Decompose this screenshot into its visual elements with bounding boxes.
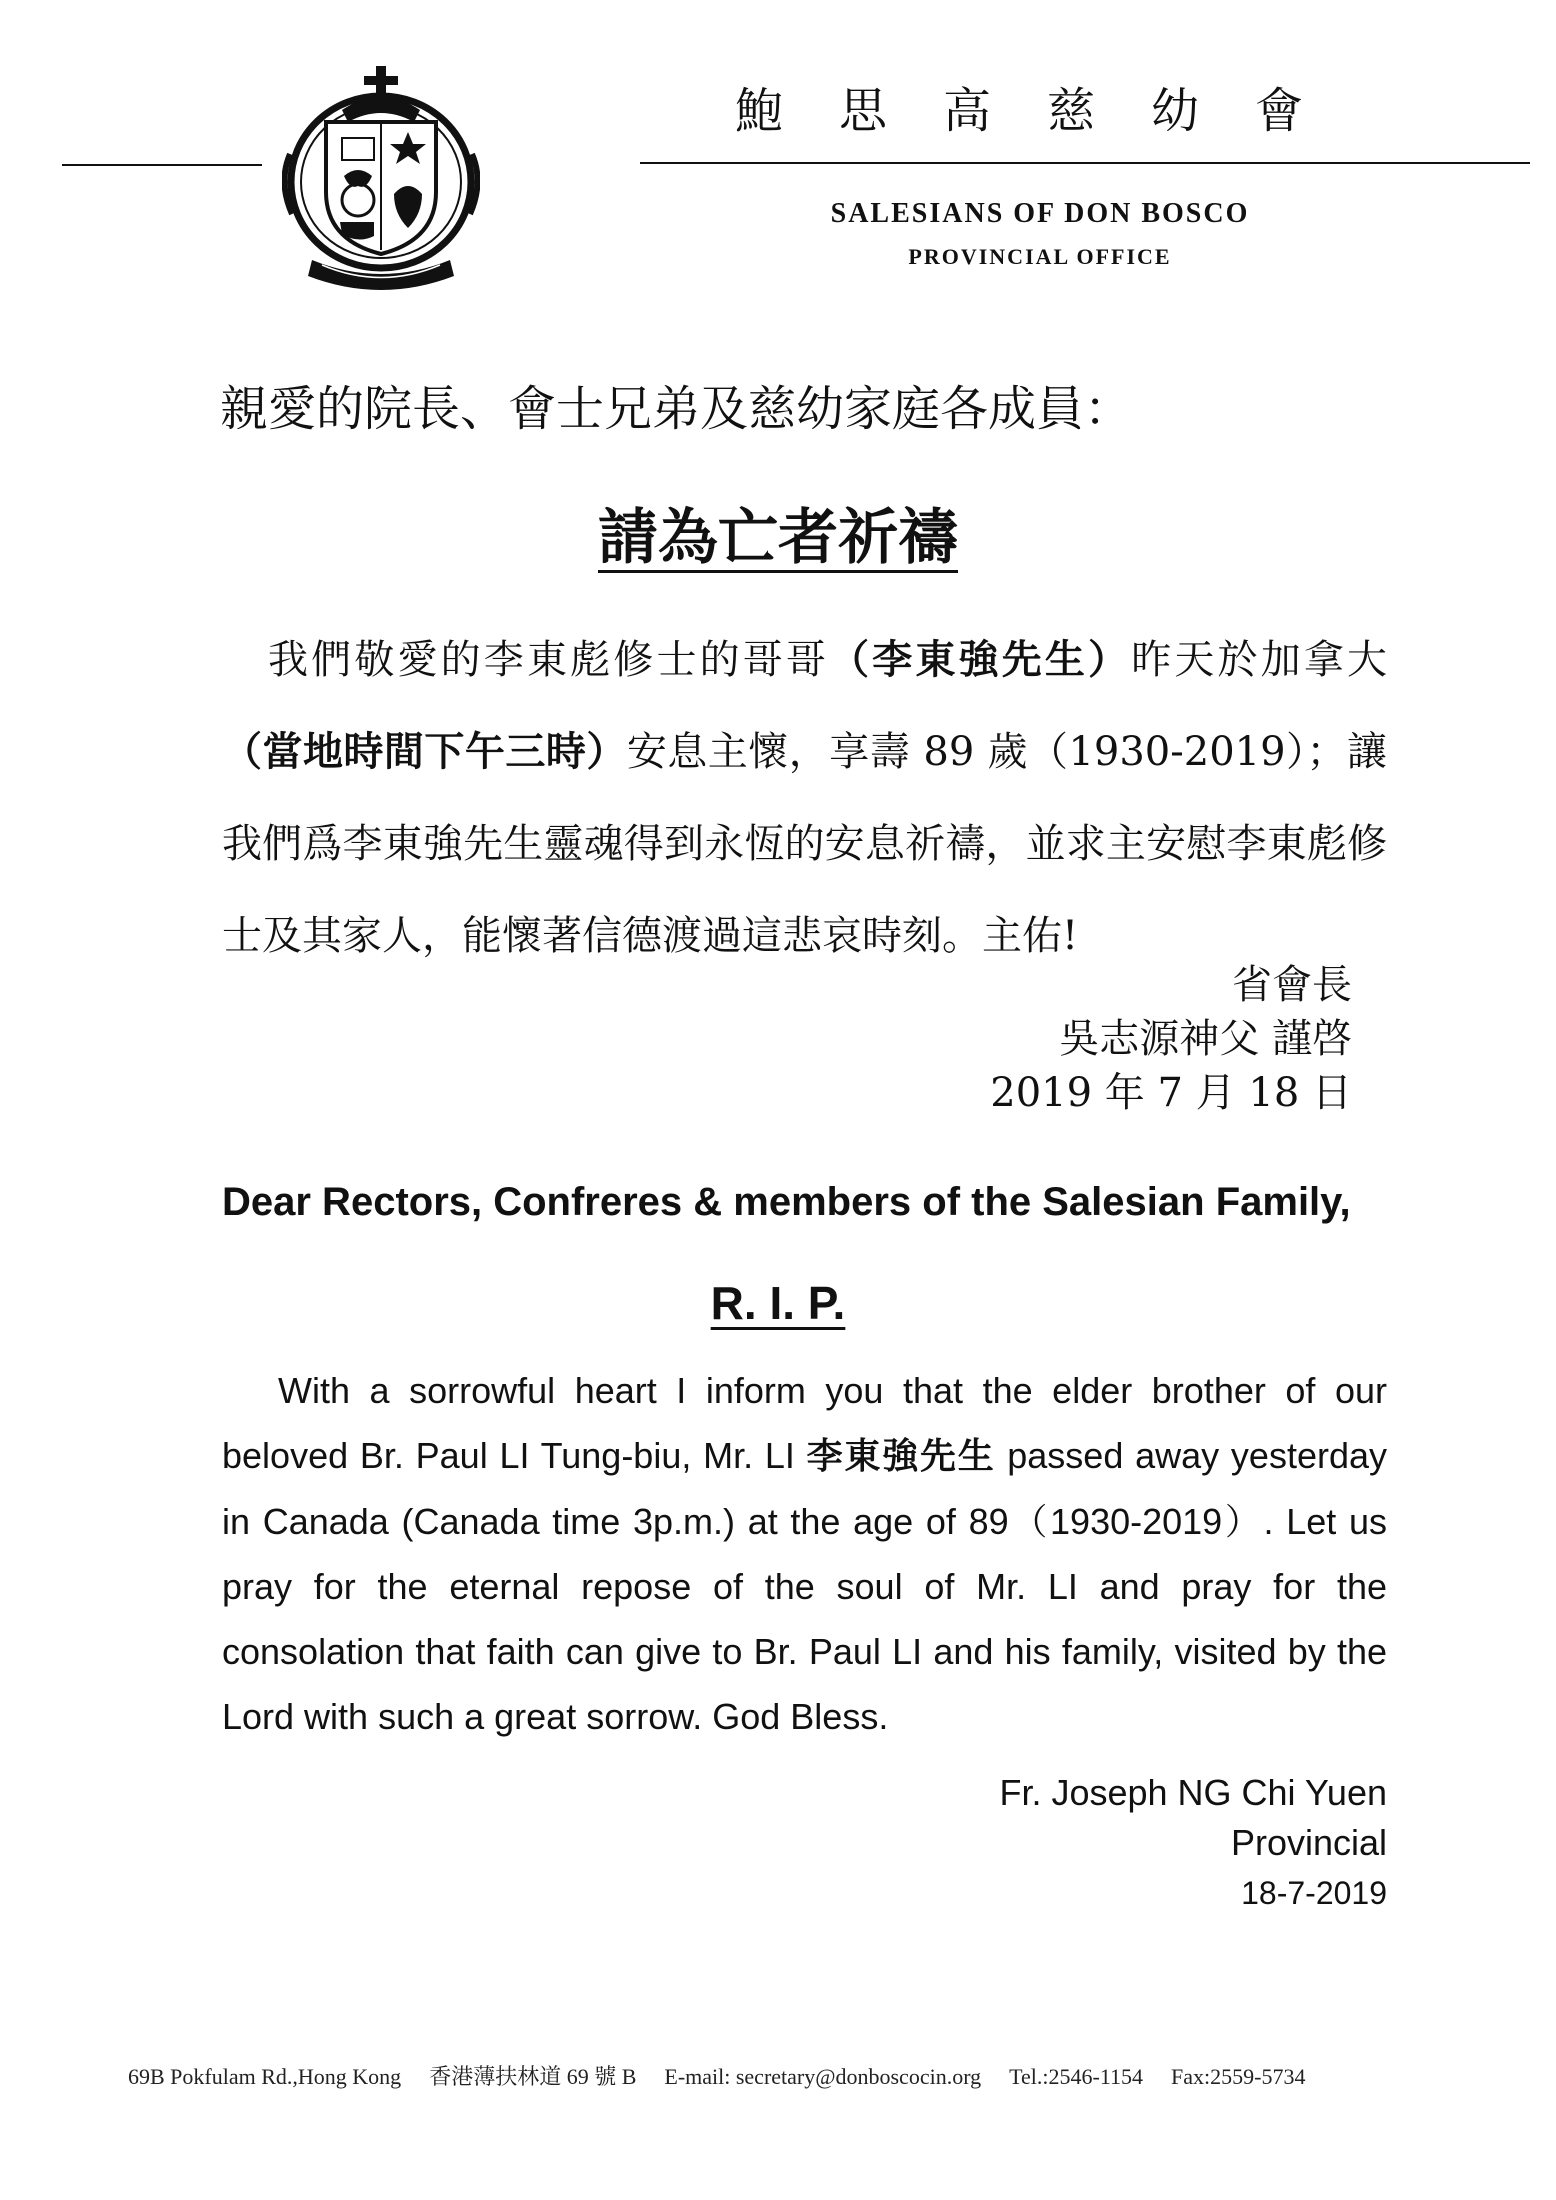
english-title-text: R. I. P. (710, 1277, 846, 1329)
org-name-chinese: 鮑思高慈幼會 (735, 83, 1360, 139)
salesian-crest-logo (282, 64, 480, 296)
footer-address-en: 69B Pokfulam Rd.,Hong Kong (128, 2064, 402, 2089)
chinese-body-bold1: （李東強先生） (829, 637, 1132, 683)
footer-address-cn: 香港薄扶林道 69 號 B (429, 2064, 637, 2089)
chinese-sign-date: 2019 年 7 月 18 日 (990, 1070, 1352, 1116)
chinese-signature (990, 958, 1352, 1120)
header-rule-left (62, 164, 262, 166)
provincial-office-label: PROVINCIAL OFFICE (908, 244, 1172, 269)
org-name-english: SALESIANS OF DON BOSCO (830, 198, 1250, 229)
chinese-sign-name: 吳志源神父 謹啓 (1059, 1016, 1352, 1062)
chinese-body-part3: 安息主懷，享壽 89 歲（1930-2019）；讓我們爲李東強先生靈魂得到永恆的安息祈禱，並求主安慰李東彪修士及其家人，能懷著信德渡過這悲哀時刻。主佑! (222, 729, 1388, 959)
english-body (222, 1358, 1387, 1749)
header-rule-right (640, 162, 1530, 164)
english-body-part1: With a sorrowful heart I inform you that the elder brother of our beloved Br. Paul LI Tung-biu, Mr. LI (222, 1370, 1387, 1476)
english-body-bold: 李東強先生 (806, 1436, 996, 1477)
footer-contact (128, 2060, 1306, 2091)
english-sign-title: Provincial (1230, 1822, 1387, 1863)
chinese-sign-title: 省會長 (1232, 962, 1352, 1008)
chinese-title (0, 490, 1556, 576)
english-sign-date: 18-7-2019 (1241, 1875, 1387, 1911)
chinese-title-text: 請為亡者祈禱 (598, 503, 958, 573)
chinese-body (222, 614, 1387, 982)
chinese-body-bold2: （當地時間下午三時） (222, 729, 627, 775)
footer-email[interactable]: E-mail: secretary@donboscocin.org (664, 2064, 982, 2089)
english-signature (999, 1768, 1387, 1918)
english-salutation: Dear Rectors, Confreres & members of the Salesian Family, (222, 1180, 1351, 1224)
chinese-body-part2: 昨天於加拿大 (1131, 637, 1388, 683)
english-title (0, 1276, 1556, 1330)
chinese-salutation: 親愛的院長、會士兄弟及慈幼家庭各成員： (220, 381, 1133, 437)
footer-fax: Fax:2559-5734 (1171, 2064, 1306, 2089)
english-sign-name: Fr. Joseph NG Chi Yuen (999, 1772, 1387, 1813)
footer-tel: Tel.:2546-1154 (1009, 2064, 1144, 2089)
chinese-body-part1: 我們敬愛的李東彪修士的哥哥 (268, 637, 830, 683)
english-body-part2: passed away yesterday in Canada (Canada time 3p.m.) at the age of 89（1930-2019）. Let us pray for the eternal repose of the soul of Mr. LI and pray for the consolation that faith can give to Br. Paul LI and his family, visited by the Lord with such a great sorrow. God Bless. (222, 1435, 1387, 1737)
